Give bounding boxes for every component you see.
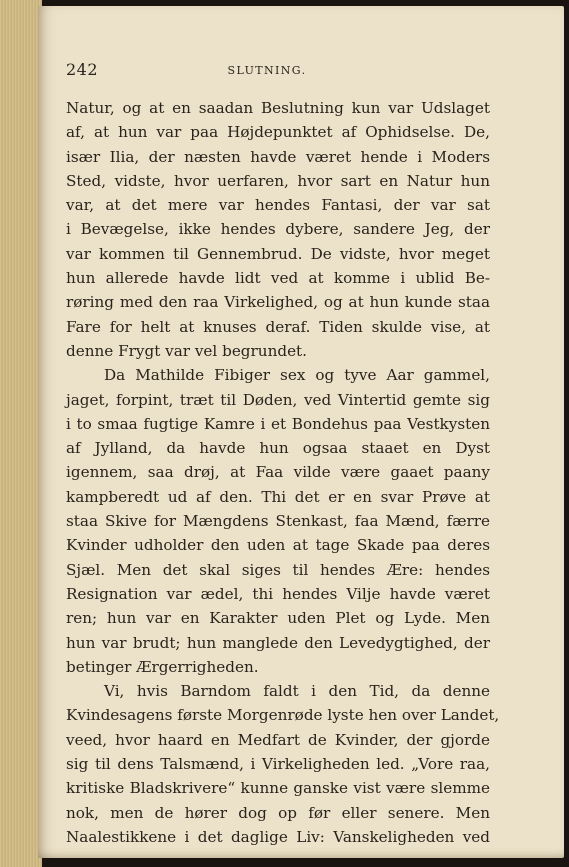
body-text (66, 96, 500, 849)
paragraph (66, 363, 490, 679)
book-page-edges (0, 0, 42, 867)
text-line: Vi, hvis Barndom faldt i den Tid, da denne (104, 682, 490, 701)
text-line: var kommen til Gennembrud. De vidste, hvor meget (66, 244, 490, 263)
text-line: kritiske Bladskrivere“ kunne ganske vist være slemme (66, 779, 490, 798)
text-line: Sted, vidste, hvor uerfaren, hvor sart en Natur hun (66, 171, 490, 190)
text-line: betinger Ærgerrigheden. (66, 657, 259, 676)
text-line: i Bevægelse, ikke hendes dybere, sandere Jeg, der (66, 220, 490, 239)
text-line: hun allerede havde lidt ved at komme i ublid Be- (66, 269, 490, 288)
text-line: Da Mathilde Fibiger sex og tyve Aar gammel, (104, 366, 490, 385)
text-line: var, at det mere var hendes Fantasi, der var sat (66, 196, 490, 215)
text-line: ren; hun var en Karakter uden Plet og Lyde. Men (66, 609, 490, 628)
text-line: Natur, og at en saadan Beslutning kun var Udslaget (66, 99, 490, 117)
text-line: af Jylland, da havde hun ogsaa staaet en Dyst (66, 439, 490, 458)
text-line: af, at hun var paa Højdepunktet af Ophidselse. De, (66, 123, 490, 142)
text-line: Naalestikkene i det daglige Liv: Vanskeligheden ved (66, 827, 490, 846)
page-header (66, 54, 468, 84)
text-line: Fare for helt at knuses deraf. Tiden skulde vise, at (66, 317, 490, 336)
text-line: nok, men de hører dog op før eller senere. Men (66, 803, 490, 822)
text-line: hun var brudt; hun manglede den Levedygtighed, der (66, 633, 490, 652)
text-line: veed, hvor haard en Medfart de Kvinder, der gjorde (66, 730, 490, 749)
running-head: SLUTNING. (227, 64, 307, 77)
text-line: især Ilia, der næsten havde været hende i Moders (66, 147, 490, 166)
text-line: kampberedt ud af den. Thi det er en svar Prøve at (66, 487, 490, 506)
text-line: igennem, saa drøj, at Faa vilde være gaaet paany (66, 463, 490, 482)
text-line: jaget, forpint, træt til Døden, ved Vintertid gemte sig (66, 390, 490, 409)
paragraph (66, 96, 490, 363)
text-line: sig til dens Talsmænd, i Virkeligheden led. „Vore raa, (66, 755, 490, 774)
page-number: 242 (66, 60, 99, 79)
paragraph (66, 679, 500, 849)
text-line: Sjæl. Men det skal siges til hendes Ære: hendes (66, 560, 490, 579)
text-line: Kvindesagens første Morgenrøde lyste hen over Landet, (66, 706, 500, 725)
text-line: Resignation var ædel, thi hendes Vilje havde været (66, 584, 490, 603)
text-line: i to smaa fugtige Kamre i et Bondehus paa Vestkysten (66, 414, 490, 433)
text-line: staa Skive for Mængdens Stenkast, faa Mænd, færre (66, 512, 490, 531)
text-line: Kvinder udholder den uden at tage Skade paa deres (66, 536, 490, 555)
text-line: røring med den raa Virkelighed, og at hun kunde staa (66, 293, 490, 312)
text-line: denne Frygt var vel begrundet. (66, 341, 307, 360)
